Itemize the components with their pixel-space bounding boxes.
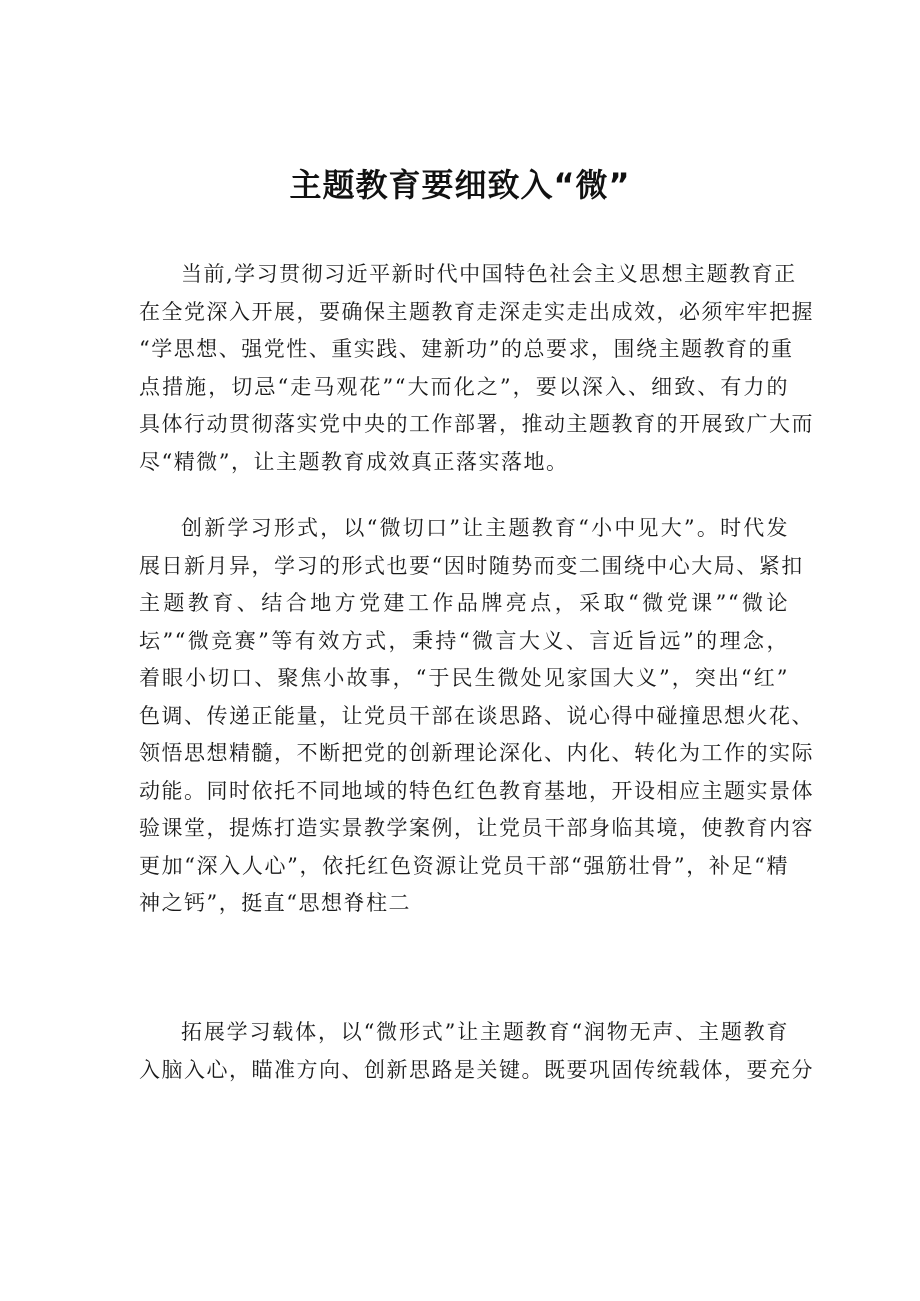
paragraph-line: 拓展学习载体，以“微形式”让主题教育“润物无声、主题教育 [181, 1020, 789, 1044]
paragraph-line: 创新学习形式，以“微切口”让主题教育“小中见大”。时代发 [181, 516, 789, 540]
paragraph-line: 当前,学习贯彻习近平新时代中国特色社会主义思想主题教育正 [181, 262, 797, 286]
paragraph-line: 展日新月异，学习的形式也要“因时随势而变二围绕中心大局、紧扣 [139, 553, 804, 578]
document-title: 主题教育要细致入“微” [289, 166, 631, 204]
paragraph-line: 在全党深入开展，要确保主题教育走深走实走出成效，必须牢牢把握 [139, 299, 814, 324]
paragraph-line: 更加“深入人心”，依托红色资源让党员干部“强筋壮骨”，补足“精 [139, 853, 789, 878]
paragraph-line: 色调、传递正能量，让党员干部在谈思路、说心得中碰撞思想火花、 [139, 703, 814, 728]
paragraph-2 [139, 510, 814, 923]
paragraph-1 [139, 256, 814, 481]
paragraph-line: 领悟思想精髓，不断把党的创新理论深化、内化、转化为工作的实际 [139, 741, 814, 765]
paragraph-3 [139, 1014, 814, 1089]
paragraph-line: 神之钙”，挺直“思想脊柱二 [139, 891, 411, 915]
paragraph-line: 入脑入心，瞄准方向、创新思路是关键。既要巩固传统载体，要充分 [139, 1057, 814, 1082]
paragraph-line: 验课堂，提炼打造实景教学案例，让党员干部身临其境，使教育内容 [139, 816, 814, 840]
paragraph-line: 着眼小切口、聚焦小故事，“于民生微处见家国大义”，突出“红” [139, 666, 789, 690]
paragraph-line: 具体行动贯彻落实党中央的工作部署，推动主题教育的开展致广大而 [139, 412, 814, 436]
paragraph-line: 主题教育、结合地方党建工作品牌亮点，采取“微党课”“微论 [139, 591, 789, 615]
paragraph-line: 点措施，切忌“走马观花”“大而化之”，要以深入、细致、有力的 [139, 374, 789, 399]
paragraph-line: 动能。同时依托不同地域的特色红色教育基地，开设相应主题实景体 [139, 778, 814, 803]
paragraph-line: 坛”“微竞赛”等有效方式，秉持“微言大义、言近旨远”的理念， [139, 628, 789, 653]
paragraph-line: 尽“精微”，让主题教育成效真正落实落地。 [139, 449, 569, 474]
paragraph-line: “学思想、强党性、重实践、建新功”的总要求，围绕主题教育的重 [139, 337, 794, 361]
